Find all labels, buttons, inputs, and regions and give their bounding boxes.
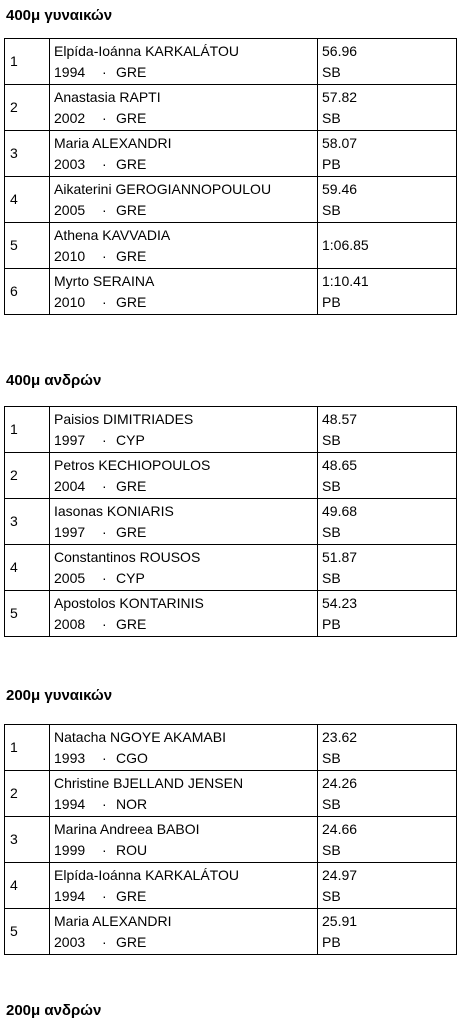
athlete-info [54,932,317,953]
athlete-info [54,430,317,451]
athlete-info [54,568,317,589]
athlete-info [54,748,317,769]
separator: · [102,569,107,586]
rank: 4 [10,559,18,575]
result-time: 57.82 [322,88,358,105]
separator: · [102,523,107,540]
rank-cell [5,407,50,453]
rank-cell [5,909,50,955]
event-title: 200μ ανδρών [6,1002,102,1019]
athlete-name: Aikaterini GEROGIANNOPOULOU [54,180,272,197]
birth-year: 1994 [54,795,86,812]
athlete-cell [50,591,318,637]
athlete-name: Apostolos KONTARINIS [54,594,204,611]
athlete-name: Natacha NGOYE AKAMABI [54,728,226,745]
result-time: 56.96 [322,42,358,59]
athlete-cell [50,725,318,771]
rank-cell [5,817,50,863]
separator: · [102,247,107,264]
country-code: GRE [116,109,147,126]
birth-year: 2003 [54,933,86,950]
country-code: GRE [116,477,147,494]
result-time: 24.97 [322,866,358,883]
country-code: CYP [116,431,145,448]
mark-cell [318,223,457,269]
rank-cell [5,453,50,499]
athlete-info [54,154,317,175]
athlete-info [54,476,317,497]
result-row [5,131,457,177]
country-code: GRE [116,523,147,540]
athlete-name: Petros KECHIOPOULOS [54,456,211,473]
athlete-name: Constantinos ROUSOS [54,548,201,565]
rank: 3 [10,831,18,847]
athlete-name: Anastasia RAPTI [54,88,161,105]
result-row [5,177,457,223]
record-note: SB [322,431,341,448]
athlete-info [54,292,317,313]
rank: 3 [10,145,18,161]
result-time: 59.46 [322,180,358,197]
mark-cell [318,909,457,955]
result-time: 48.57 [322,410,358,427]
result-row [5,863,457,909]
athlete-info [54,62,317,83]
record-note: SB [322,887,341,904]
result-row [5,39,457,85]
athlete-cell [50,39,318,85]
rank: 5 [10,237,18,253]
mark-cell [318,545,457,591]
result-row [5,407,457,453]
athlete-info [54,840,317,861]
country-code: ROU [116,841,148,858]
athlete-name: Athena KAVVADIA [54,226,171,243]
rank: 2 [10,467,18,483]
athlete-cell [50,223,318,269]
separator: · [102,615,107,632]
athlete-cell [50,863,318,909]
separator: · [102,155,107,172]
separator: · [102,887,107,904]
record-note: SB [322,749,341,766]
results-table [4,38,457,315]
rank: 1 [10,53,18,69]
birth-year: 2010 [54,293,86,310]
country-code: CYP [116,569,145,586]
country-code: GRE [116,615,147,632]
result-row [5,725,457,771]
athlete-info [54,246,317,267]
mark-cell [318,591,457,637]
mark-cell [318,177,457,223]
result-time: 24.66 [322,820,358,837]
athlete-name: Marina Andreea BABOI [54,820,200,837]
athlete-cell [50,131,318,177]
athlete-cell [50,407,318,453]
separator: · [102,749,107,766]
separator: · [102,431,107,448]
record-note: SB [322,841,341,858]
result-time: 24.26 [322,774,358,791]
athlete-info [54,200,317,221]
birth-year: 2005 [54,569,86,586]
mark-cell [318,39,457,85]
birth-year: 1993 [54,749,86,766]
result-row [5,591,457,637]
athlete-info [54,794,317,815]
result-row [5,817,457,863]
separator: · [102,109,107,126]
mark-cell [318,131,457,177]
rank-cell [5,863,50,909]
country-code: GRE [116,887,147,904]
record-note: SB [322,109,341,126]
rank-cell [5,725,50,771]
separator: · [102,933,107,950]
mark-cell [318,407,457,453]
result-row [5,223,457,269]
result-row [5,85,457,131]
results-table [4,406,457,637]
rank-cell [5,269,50,315]
athlete-cell [50,909,318,955]
rank: 2 [10,99,18,115]
country-code: GRE [116,155,147,172]
record-note: SB [322,477,341,494]
country-code: NOR [116,795,148,812]
athlete-info [54,522,317,543]
rank: 4 [10,191,18,207]
record-note: PB [322,933,341,950]
result-time: 1:10.41 [322,272,369,289]
athlete-cell [50,269,318,315]
result-time: 48.65 [322,456,358,473]
rank-cell [5,591,50,637]
separator: · [102,201,107,218]
athlete-name: Maria ALEXANDRI [54,134,172,151]
record-note: PB [322,155,341,172]
athlete-cell [50,817,318,863]
record-note: PB [322,293,341,310]
record-note: SB [322,201,341,218]
event-title: 400μ γυναικών [6,7,113,24]
country-code: GRE [116,293,147,310]
result-time: 54.23 [322,594,358,611]
rank: 3 [10,513,18,529]
result-time: 25.91 [322,912,358,929]
country-code: GRE [116,933,147,950]
birth-year: 2003 [54,155,86,172]
rank-cell [5,499,50,545]
rank-cell [5,177,50,223]
rank: 5 [10,605,18,621]
rank: 6 [10,283,18,299]
country-code: GRE [116,247,147,264]
result-time: 1:06.85 [322,237,369,253]
separator: · [102,841,107,858]
mark-cell [318,725,457,771]
rank: 1 [10,421,18,437]
separator: · [102,795,107,812]
athlete-cell [50,545,318,591]
birth-year: 1997 [54,431,86,448]
athlete-name: Elpída-Ioánna KARKALÁTOU [54,42,239,59]
rank-cell [5,223,50,269]
separator: · [102,477,107,494]
birth-year: 2002 [54,109,86,126]
mark-cell [318,85,457,131]
record-note: SB [322,569,341,586]
country-code: GRE [116,201,147,218]
mark-cell [318,817,457,863]
mark-cell [318,771,457,817]
birth-year: 2008 [54,615,86,632]
athlete-name: Iasonas KONIARIS [54,502,174,519]
separator: · [102,293,107,310]
rank-cell [5,131,50,177]
country-code: GRE [116,63,147,80]
record-note: SB [322,63,341,80]
result-row [5,771,457,817]
athlete-name: Elpída-Ioánna KARKALÁTOU [54,866,239,883]
results-table [4,724,457,955]
record-note: SB [322,795,341,812]
birth-year: 1997 [54,523,86,540]
rank-cell [5,771,50,817]
country-code: CGO [116,749,148,766]
athlete-info [54,108,317,129]
athlete-info [54,614,317,635]
separator: · [102,63,107,80]
birth-year: 2004 [54,477,86,494]
result-row [5,909,457,955]
birth-year: 1994 [54,63,86,80]
mark-cell [318,863,457,909]
result-time: 51.87 [322,548,358,565]
mark-cell [318,499,457,545]
rank-cell [5,39,50,85]
athlete-info [54,886,317,907]
event-title: 200μ γυναικών [6,687,113,704]
athlete-cell [50,499,318,545]
mark-cell [318,453,457,499]
result-row [5,269,457,315]
mark-cell [318,269,457,315]
athlete-name: Myrto SERAINA [54,272,155,289]
athlete-name: Paisios DIMITRIADES [54,410,194,427]
athlete-cell [50,85,318,131]
result-time: 49.68 [322,502,358,519]
rank: 4 [10,877,18,893]
athlete-cell [50,771,318,817]
record-note: SB [322,523,341,540]
result-row [5,499,457,545]
athlete-name: Christine BJELLAND JENSEN [54,774,244,791]
result-time: 23.62 [322,728,358,745]
event-title: 400μ ανδρών [6,372,102,389]
rank-cell [5,545,50,591]
result-time: 58.07 [322,134,358,151]
rank: 2 [10,785,18,801]
result-row [5,545,457,591]
result-row [5,453,457,499]
record-note: PB [322,615,341,632]
birth-year: 1999 [54,841,86,858]
birth-year: 2010 [54,247,86,264]
athlete-name: Maria ALEXANDRI [54,912,172,929]
rank: 1 [10,739,18,755]
athlete-cell [50,453,318,499]
birth-year: 2005 [54,201,86,218]
rank: 5 [10,923,18,939]
birth-year: 1994 [54,887,86,904]
rank-cell [5,85,50,131]
athlete-cell [50,177,318,223]
